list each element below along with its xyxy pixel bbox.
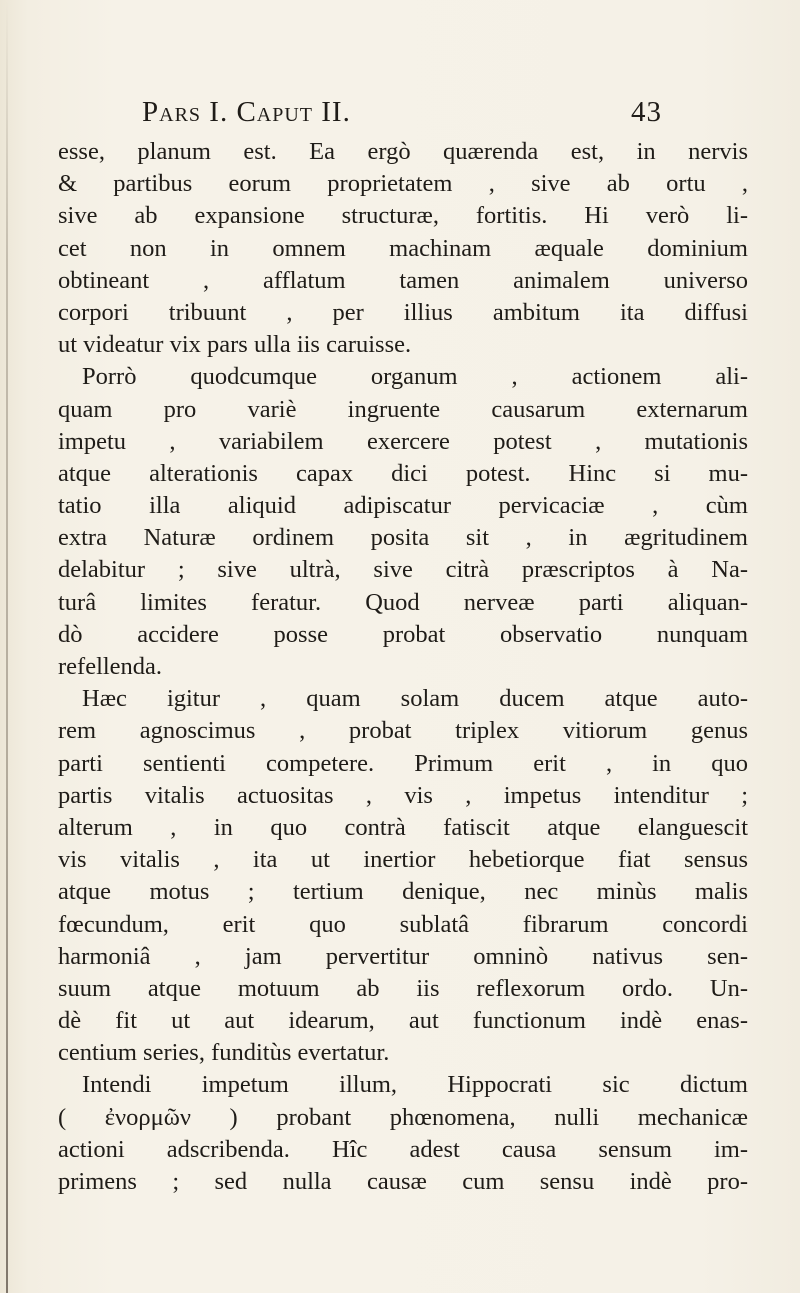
page-gutter-edge <box>6 0 8 1293</box>
text-line: primens ; sed nulla causæ cum sensu indè pro- <box>58 1168 748 1195</box>
text-line: Hæc igitur , quam solam ducem atque auto- <box>82 685 748 713</box>
text-line: actioni adscribenda. Hîc adest causa sensum im- <box>58 1135 748 1163</box>
text-line: tatio illa aliquid adipiscatur pervicaciæ , cùm <box>58 492 748 520</box>
text-line: obtineant , afflatum tamen animalem universo <box>58 266 748 294</box>
text-line: suum atque motuum ab iis reflexorum ordo. Un- <box>58 974 748 1002</box>
text-line: Intendi impetum illum, Hippocrati sic dictum <box>82 1071 748 1099</box>
text-line: Porrò quodcumque organum , actionem ali- <box>82 363 748 391</box>
text-line: & partibus eorum proprietatem , sive ab ortu , <box>58 170 748 198</box>
text-line: cet non in omnem machinam æquale dominium <box>58 234 748 262</box>
text-line: ( ἐνορμῶν ) probant phœnomena, nulli mechanicæ <box>58 1103 748 1131</box>
text-line: turâ limites feratur. Quod nerveæ parti aliquan- <box>58 588 748 616</box>
page-header <box>142 96 662 136</box>
text-line: sive ab expansione structuræ, fortitis. Hi verò li- <box>58 202 748 230</box>
text-line: delabitur ; sive ultrà, sive citrà præscriptos à Na- <box>58 556 748 584</box>
text-line: partis vitalis actuositas , vis , impetus intenditur ; <box>58 781 748 809</box>
text-line: quam pro variè ingruente causarum externarum <box>58 395 748 423</box>
text-line: corpori tribuunt , per illius ambitum ita diffusi <box>58 298 748 326</box>
text-line: atque motus ; tertium denique, nec minùs malis <box>58 878 748 906</box>
text-line: extra Naturæ ordinem posita sit , in ægritudinem <box>58 524 748 552</box>
text-line: vis vitalis , ita ut inertior hebetiorque fiat sensus <box>58 846 748 874</box>
text-line: dò accidere posse probat observatio nunquam <box>58 620 748 648</box>
text-line: alterum , in quo contrà fatiscit atque elanguescit <box>58 813 748 841</box>
page-number: 43 <box>631 96 662 128</box>
body-text <box>58 136 748 1198</box>
text-line: dè fit ut aut idearum, aut functionum indè enas- <box>58 1007 748 1035</box>
text-line: harmoniâ , jam pervertitur omninò nativus sen- <box>58 942 748 970</box>
running-head: Pars I. Caput II. <box>142 96 351 128</box>
text-line: atque alterationis capax dici potest. Hinc si mu- <box>58 459 748 487</box>
text-line: fœcundum, erit quo sublatâ fibrarum concordi <box>58 910 748 938</box>
text-line: rem agnoscimus , probat triplex vitiorum genus <box>58 717 748 745</box>
text-line: esse, planum est. Ea ergò quærenda est, in nervis <box>58 138 748 165</box>
text-line: parti sentienti competere. Primum erit , in quo <box>58 749 748 777</box>
text-line: impetu , variabilem exercere potest , mutationis <box>58 427 748 455</box>
text-line: centium series, funditùs evertatur. <box>58 1039 390 1067</box>
text-line: refellenda. <box>58 653 163 680</box>
text-line: ut videatur vix pars ulla iis caruisse. <box>58 331 412 359</box>
